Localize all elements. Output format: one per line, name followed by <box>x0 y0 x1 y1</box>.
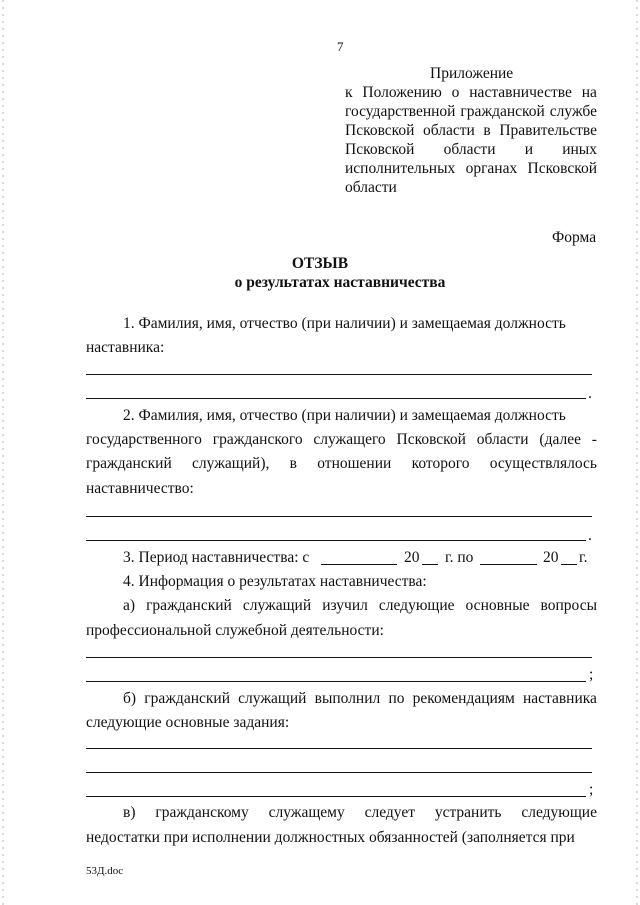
item3-label: 3. Период наставничества: с <box>123 549 310 566</box>
page-number: 7 <box>337 39 344 54</box>
item4-b-end-mark: ; <box>589 781 594 798</box>
item4-b-line2: следующие основные задания: <box>86 714 290 731</box>
item4-b-blank-2 <box>86 772 592 773</box>
appendix-title: Приложение <box>430 65 514 82</box>
scan-edge-left <box>2 0 4 905</box>
item4-a-blank-1 <box>86 657 592 658</box>
item3-blank-end-date <box>480 564 537 565</box>
item3-from: г. по <box>445 549 474 566</box>
item3-blank-start-date <box>321 564 397 565</box>
item4-title: 4. Информация о результатах наставничества: <box>123 573 427 590</box>
appendix-line-4: Псковской области и иных <box>345 141 597 158</box>
item4-a-blank-2 <box>86 681 586 682</box>
item3-year1: 20 <box>404 549 420 566</box>
appendix-line-3: Псковской области в Правительстве <box>345 122 597 139</box>
item4-a-line2: профессиональной служебной деятельности: <box>86 622 384 639</box>
item4-b-line1: б) гражданский служащий выполнил по рекомендациям наставника <box>123 690 597 707</box>
appendix-line-1: к Положению о наставничестве на <box>345 84 597 101</box>
item3-blank-year1 <box>422 564 438 565</box>
form-label: Форма <box>552 229 597 246</box>
footer-filename: 53Д.doc <box>86 865 124 877</box>
item2-line1: 2. Фамилия, имя, отчество (при наличии) и замещаемая должность <box>123 407 566 424</box>
document-title: ОТЗЫВ <box>291 255 349 272</box>
item4-a-end-mark: ; <box>589 666 594 683</box>
appendix-line-2: государственной гражданской службе <box>345 103 597 120</box>
item1-blank-2 <box>86 398 586 399</box>
item1-blank-1 <box>86 374 592 375</box>
scan-edge-right <box>636 0 638 905</box>
appendix-line-5: исполнительных органах Псковской <box>345 160 597 177</box>
item4-b-blank-1 <box>86 748 592 749</box>
item4-v-line2: недостатки при исполнении должностных обязанностей (заполняется при <box>86 829 575 846</box>
item3-end: г. <box>579 549 588 566</box>
item2-line2: государственного гражданского служащего Псковской области (далее - <box>86 431 597 448</box>
document-subtitle: о результатах наставничества <box>234 274 446 291</box>
item2-line3: гражданский служащий), в отношении которого осуществлялось <box>86 455 597 472</box>
item1-end-mark: . <box>588 385 592 402</box>
item2-end-mark: . <box>588 527 592 544</box>
item2-blank-2 <box>86 540 586 541</box>
item3-year2: 20 <box>543 549 559 566</box>
item1-line2: наставника: <box>86 339 165 356</box>
item4-a-line1: а) гражданский служащий изучил следующие основные вопросы <box>123 597 597 614</box>
item4-v-line1: в) гражданскому служащему следует устранить следующие <box>123 804 597 821</box>
item4-b-blank-3 <box>86 796 586 797</box>
appendix-line-6: области <box>345 179 397 196</box>
item2-line4: наставничество: <box>86 480 194 497</box>
item2-blank-1 <box>86 516 592 517</box>
item3-blank-year2 <box>561 564 577 565</box>
item1-line1: 1. Фамилия, имя, отчество (при наличии) и замещаемая должность <box>123 315 566 332</box>
